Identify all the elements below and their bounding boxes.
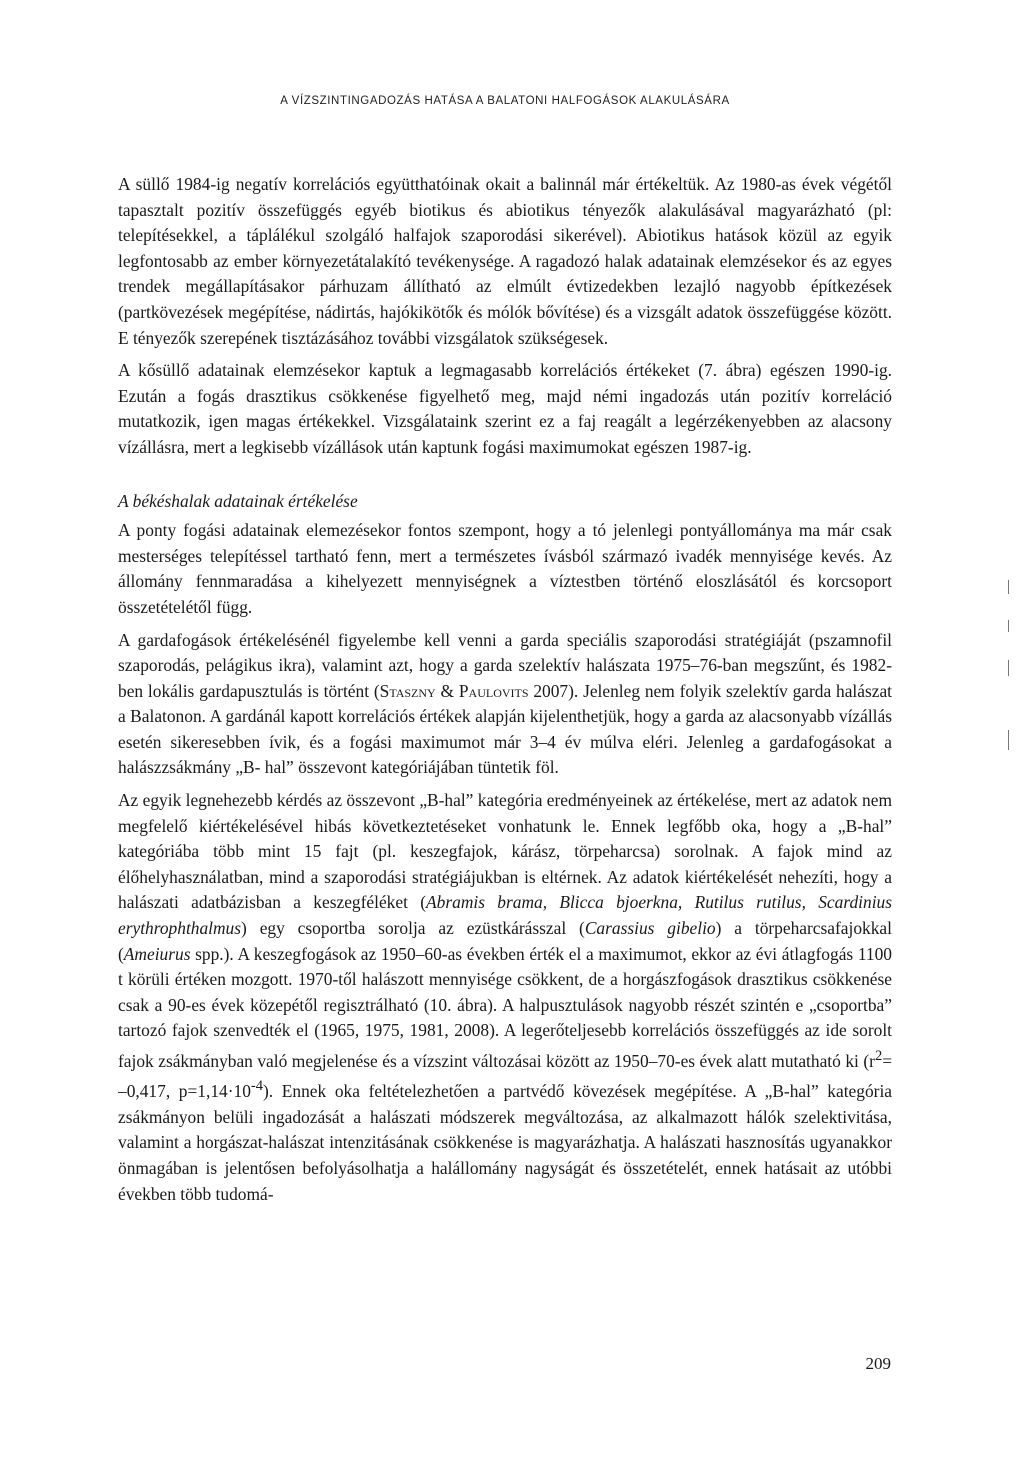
paragraph-5 — [118, 788, 892, 1207]
superscript-exponent: -4 — [250, 1078, 264, 1095]
author-staszny: Staszny — [379, 680, 436, 701]
paragraph-4-text-b: 2007). Jelenleg nem folyik szelektív garda halászat a Balatonon. A gardánál kapott korrelációs értékek alapján kijelenthetjük, hogy a garda az alacsonyabb vízállás esetén sikeresebben ívik, és a fogási maximumot már 3–4 év múlva eléri. Jelenleg a gardafogásokat a halászzsákmány „B- hal” összevont kategóriájában tüntetik föl. — [118, 680, 892, 778]
species-ameiurus: Ameiurus — [123, 943, 191, 964]
paragraph-5-text-d: spp.). A keszegfogások az 1950–60-as években érték el a maximumot, ekkor az évi átlagfogás 1100 t körüli értéken mozgott. 1970-től halászott mennyisége csökkent, de a horgászfogások drasztikus csökkenése csak a 90-es évek közepétől regisztrálható (10. ábra). A halpusztulások nagyobb részét szintén e „csoportba” tartozó fajok szenvedték el (1965, 1975, 1981, 2008). A legerőteljesebb korrelációs összefüggés az ide sorolt fajok zsákmányban való megjelenése és a vízszint változásai között az 1950–70-es évek alatt mutatható ki (r — [118, 943, 892, 1071]
body-text — [118, 172, 892, 1207]
paragraph-4 — [118, 628, 892, 782]
paragraph-1: A süllő 1984-ig negatív korrelációs együtthatóinak okait a balinnál már értékeltük. Az 1980-as évek végétől tapasztalt pozitív összefüggés egyéb biotikus és abiotikus tényezők alakulásával magyarázható (pl: telepítésekkel, a táplálékul szolgáló halfajok szaporodási sikerével). Abiotikus hatások közül az egyik legfontosabb az ember környezetátalakító tevékenysége. A ragadozó halak adatainak elemzésekor és az egyes trendek megállapításakor párhuzam állítható az elmúlt évtizedekben lezajló nagyobb építkezések (partkövezések megépítése, nádirtás, hajókikötők és mólók bővítése) és a vizsgált adatok összefüggése között. E tényezők szerepének tisztázásához további vizsgálatok szükségesek. — [118, 174, 892, 348]
scan-mark — [1008, 730, 1009, 750]
paragraph-2: A kősüllő adatainak elemzésekor kaptuk a legmagasabb korrelációs értékeket (7. ábra) egészen 1990-ig. Ezután a fogás drasztikus csökkenése figyelhető meg, majd némi ingadozás után pozitív korreláció mutatkozik, igen magas értékekkel. Vizsgálataink szerint ez a faj reagált a legérzékenyebben az alacsony vízállásra, mert a legkisebb vízállások után kaptunk fogási maximumokat egészen 1987-ig. — [118, 360, 892, 457]
scan-mark — [1008, 580, 1009, 594]
running-title: A VÍZSZINTINGADOZÁS HATÁSA A BALATONI HALFOGÁSOK ALAKULÁSÁRA — [280, 95, 730, 107]
species-keszeg: Abramis brama, Blicca bjoerkna, Rutilus rutilus, Scardinius erythrophthalmus — [118, 892, 892, 939]
ampersand: & — [435, 680, 459, 701]
paragraph-5-text-c: ) a törpeharcsafajokkal ( — [118, 918, 892, 964]
author-paulovits: Paulovits — [458, 680, 529, 701]
scan-mark — [1008, 620, 1009, 632]
paragraph-5-text-b: ) egy csoportba sorolja az ezüstkárásszal ( — [241, 918, 585, 939]
paragraph-4-text-a: A gardafogások értékelésénél figyelembe kell venni a garda speciális szaporodási stratégiáját (pszamnofil szaporodás, pelágikus ikra), valamint azt, hogy a garda szelektív halászata 1975–76-ban megszűnt, és 1982-ben lokális gardapusztulás is történt ( — [118, 629, 892, 701]
paragraph-5-text-a: Az egyik legnehezebb kérdés az összevont „B-hal” kategória eredményeinek az értékelése, mert az adatok nem megfelelő kiértékelésével hibás következtetéseket vonhatunk le. Ennek legfőbb oka, hogy a „B-hal” kategóriába több mint 15 fajt (pl. keszegfajok, kárász, törpeharcsa) sorolnak. A fajok mind az élőhelyhasználatban, mind a szaporodási stratégiájukban is eltérnek. Az adatok kiértékelését nehezíti, hogy a halászati adatbázisban a keszegféléket ( — [118, 790, 892, 913]
superscript-r2: 2 — [874, 1048, 883, 1064]
section-title: A békéshalak adatainak értékelése — [118, 490, 358, 511]
margin-scan-marks — [1008, 580, 1012, 750]
paragraph-5-text-f: ). Ennek oka feltételezhetően a partvédő kövezések megépítése. A „B-hal” kategória zsákmányon belüli ingadozását a halászati módszerek megváltozása, az alkalmazott hálók szelektivitása, valamint a horgászat-halászat intenzitásának csökkenése is magyarázhatja. A halászati hasznosítás ugyanakkor önmagában is jelentősen befolyásolhatja a halállomány nagyságát és összetételét, ennek hatásait az utóbbi években több tudomá- — [118, 1081, 892, 1204]
paragraph-5-text-e: = –0,417, p=1,14·10 — [118, 1050, 892, 1102]
scan-mark — [1008, 660, 1009, 676]
page-number: 209 — [865, 1354, 891, 1373]
species-carassius: Carassius gibelio — [584, 918, 716, 939]
paragraph-3: A ponty fogási adatainak elemezésekor fontos szempont, hogy a tó jelenlegi pontyállománya ma már csak mesterséges telepítéssel tartható fenn, mert a természetes ívásból származó ivadék mennyisége kevés. Az állomány fennmaradása a kihelyezett mennyiségnek a víztestben történő eloszlásától és korcsoport összetételétől függ. — [118, 520, 892, 617]
